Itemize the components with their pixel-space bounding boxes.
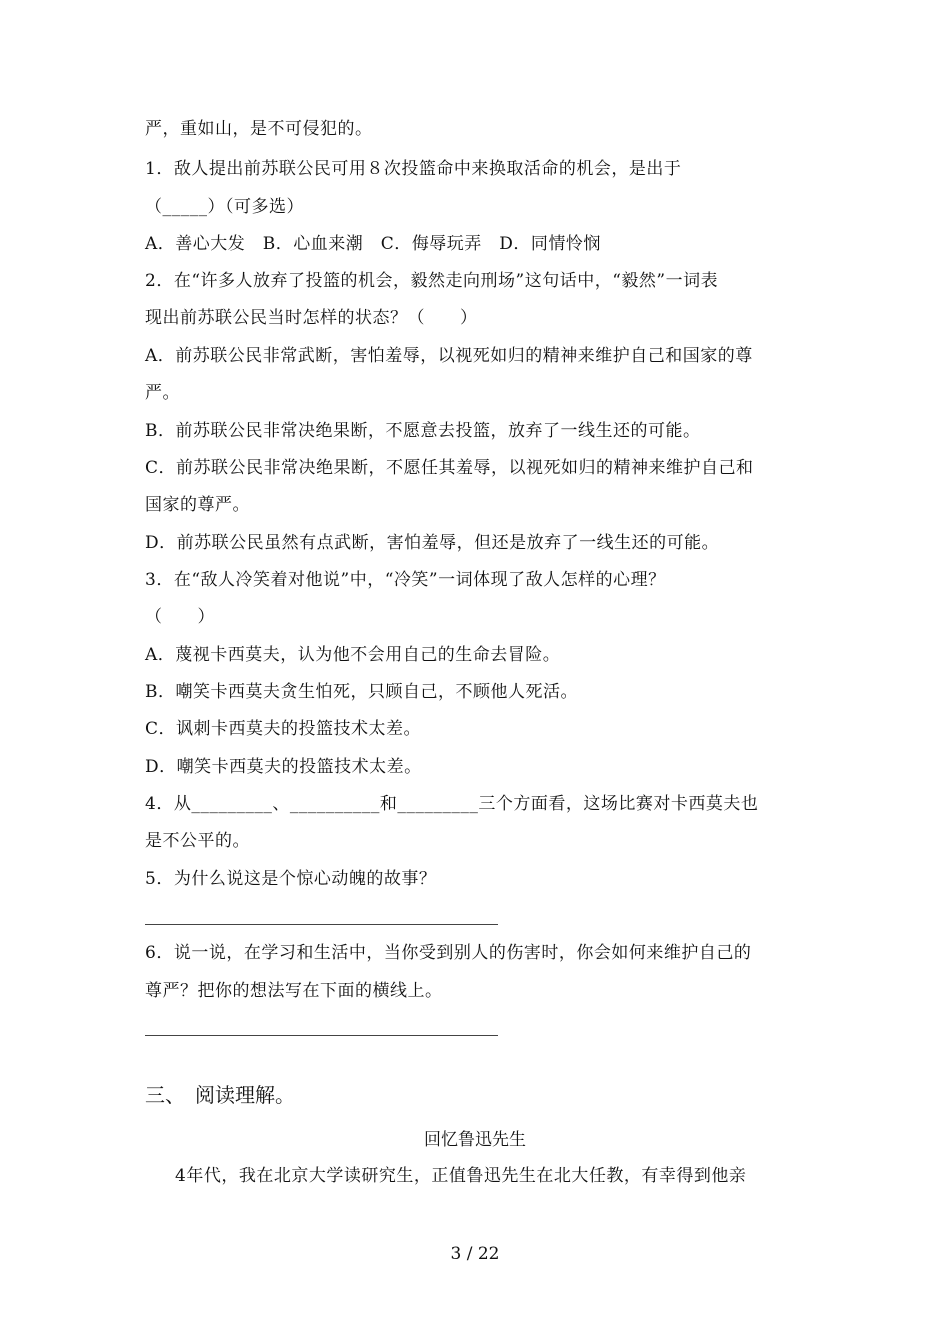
question-2-option-b: B．前苏联公民非常决绝果断，不愿意去投篮，放弃了一线生还的可能。 <box>145 421 701 441</box>
question-6-line-1: 6．说一说，在学习和生活中，当你受到别人的伤害时，你会如何来维护自己的 <box>145 943 752 963</box>
section-heading: 三、 阅读理解。 <box>145 1083 295 1107</box>
question-2-option-c-line-2: 国家的尊严。 <box>145 495 250 515</box>
question-5: 5．为什么说这是个惊心动魄的故事？ <box>145 869 437 889</box>
question-3-option-a: A．蔑视卡西莫夫，认为他不会用自己的生命去冒险。 <box>145 645 561 665</box>
question-1-options: A．善心大发 B．心血来潮 C．侮辱玩弄 D．同情怜悯 <box>145 234 601 254</box>
question-3-line-1: 3．在“敌人冷笑着对他说”中，“冷笑”一词体现了敌人怎样的心理？ <box>145 570 666 590</box>
article-title: 回忆鲁迅先生 <box>424 1130 526 1150</box>
question-2-line-1: 2．在“许多人放弃了投篮的机会，毅然走向刑场”这句话中，“毅然”一词表 <box>145 271 719 291</box>
question-3-option-d: D．嘲笑卡西莫夫的投篮技术太差。 <box>145 757 422 777</box>
question-1-line-2: （_____）（可多选） <box>145 197 304 217</box>
question-2-option-a-line-2: 严。 <box>145 383 180 403</box>
question-2-option-c-line-1: C．前苏联公民非常决绝果断，不愿任其羞辱，以视死如归的精神来维护自己和 <box>145 458 754 478</box>
question-6-line-2: 尊严？把你的想法写在下面的横线上。 <box>145 981 443 1001</box>
question-4-line-2: 是不公平的。 <box>145 831 250 851</box>
article-first-line: 4年代，我在北京大学读研究生，正值鲁迅先生在北大任教，有幸得到他亲 <box>175 1166 747 1186</box>
question-3-line-2: （ ） <box>145 607 215 627</box>
answer-line-question-6 <box>145 1035 498 1036</box>
question-2-option-d: D．前苏联公民虽然有点武断，害怕羞辱，但还是放弃了一线生还的可能。 <box>145 533 720 553</box>
question-2-option-a-line-1: A．前苏联公民非常武断，害怕羞辱，以视死如归的精神来维护自己和国家的尊 <box>145 346 753 366</box>
question-3-option-c: C．讽刺卡西莫夫的投篮技术太差。 <box>145 719 422 739</box>
question-2-line-2: 现出前苏联公民当时怎样的状态？（ ） <box>145 308 478 328</box>
continuation-text: 严，重如山，是不可侵犯的。 <box>145 119 373 139</box>
question-3-option-b: B．嘲笑卡西莫夫贪生怕死，只顾自己，不顾他人死活。 <box>145 682 578 702</box>
page-number: 3 / 22 <box>450 1244 500 1264</box>
answer-line-question-5 <box>145 924 498 925</box>
question-1-line-1: 1．敌人提出前苏联公民可用８次投篮命中来换取活命的机会，是出于 <box>145 159 682 179</box>
question-4-line-1: 4．从_________、__________和_________三个方面看，这场比赛对卡西莫夫也 <box>145 794 759 814</box>
